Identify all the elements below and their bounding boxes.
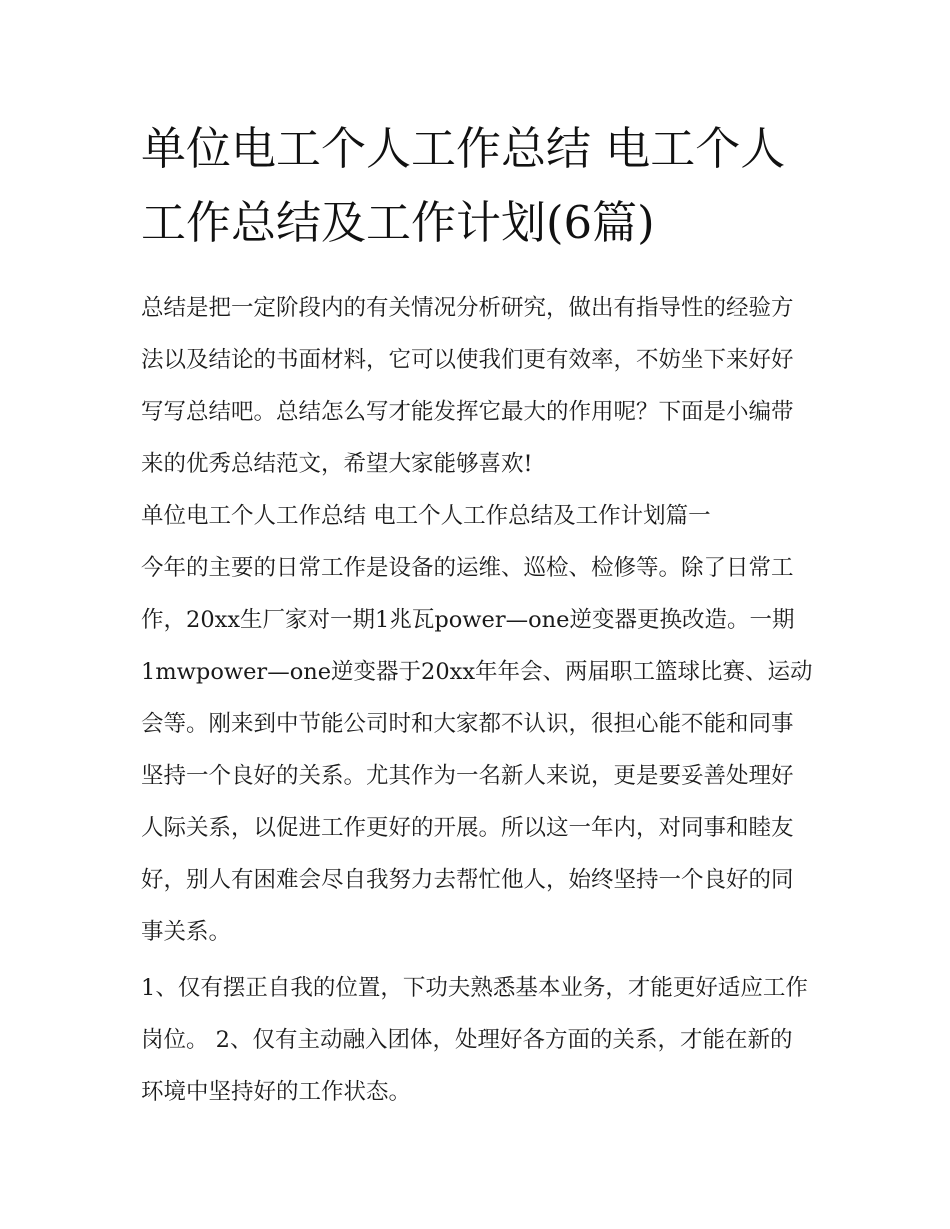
intro-paragraph: 总结是把一定阶段内的有关情况分析研究，做出有指导性的经验方法以及结论的书面材料，它可以使我们更有效率，不妨坐下来好好写写总结吧。总结怎么写才能发挥它最大的作用呢？下面是小编带来的优秀总结范文，希望大家能够喜欢! bbox=[141, 295, 794, 477]
body-paragraph: 今年的主要的日常工作是设备的运维、巡检、检修等。除了日常工作，20xx生厂家对一期1兆瓦power—one逆变器更换改造。一期1mwpower—one逆变器于20xx年年会、两届职工篮球比赛、运动会等。刚来到中节能公司时和大家都不认识，很担心能不能和同事坚持一个良好的关系。尤其作为一名新人来说，更是要妥善处理好人际关系，以促进工作更好的开展。所以这一年内，对同事和睦友好，别人有困难会尽自我努力去帮忙他人，始终坚持一个良好的同事关系。 bbox=[141, 555, 813, 945]
list-paragraph: 1、仅有摆正自我的位置，下功夫熟悉基本业务，才能更好适应工作岗位。 2、仅有主动融入团体，处理好各方面的关系，才能在新的环境中坚持好的工作状态。 bbox=[141, 975, 808, 1105]
section-heading: 单位电工个人工作总结 电工个人工作总结及工作计划篇一 bbox=[141, 503, 711, 529]
document-content bbox=[141, 112, 813, 1118]
document-title: 单位电工个人工作总结 电工个人工作总结及工作计划(6篇) bbox=[141, 122, 786, 249]
